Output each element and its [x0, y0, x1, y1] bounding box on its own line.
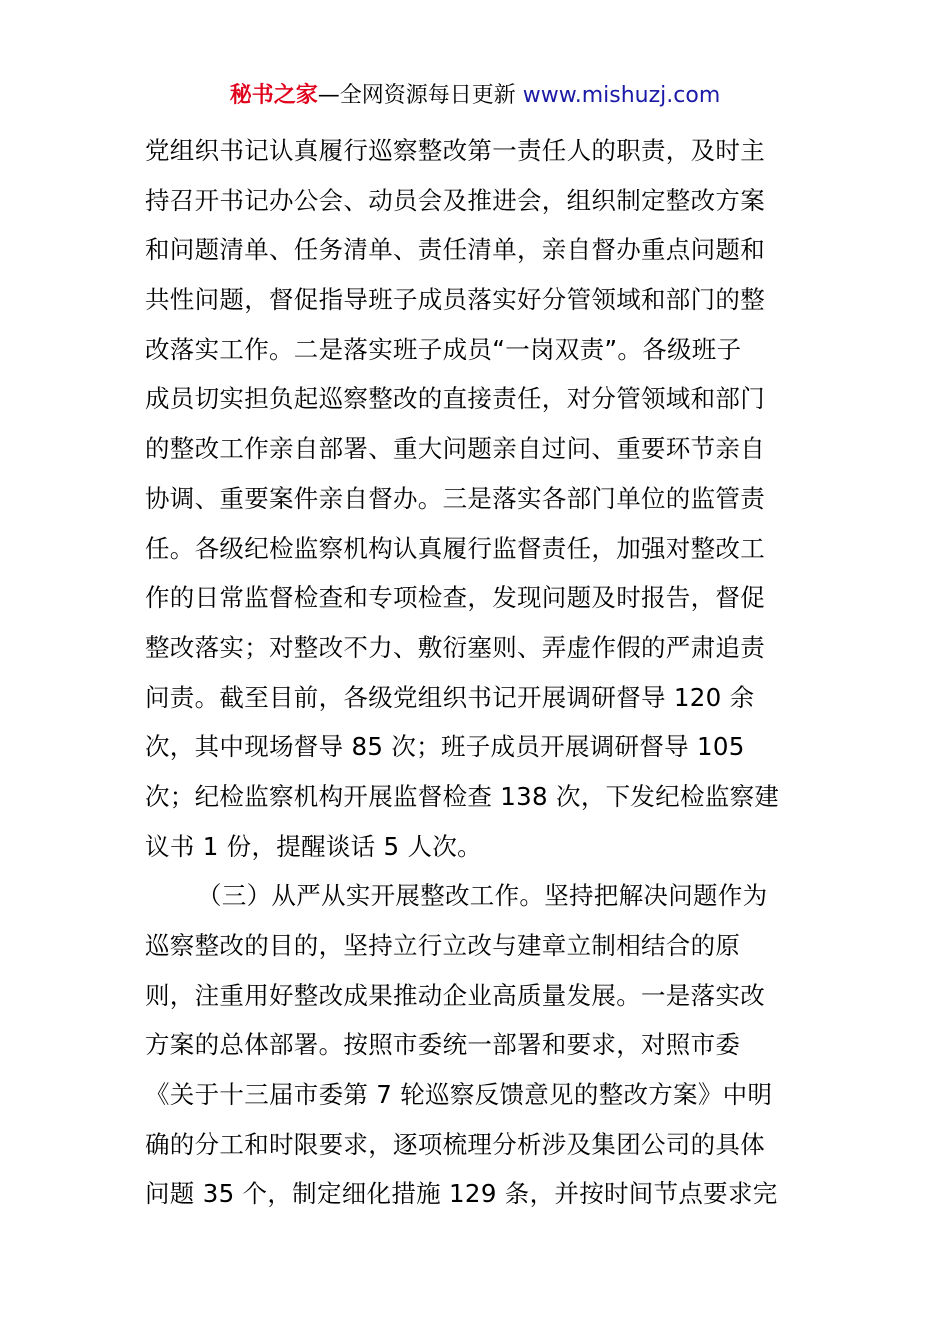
site-brand: 秘书之家 [229, 83, 318, 108]
text-line: 次，其中现场督导 85 次；班子成员开展调研督导 105 [145, 732, 745, 762]
text-line: 次；纪检监察机构开展监督检查 138 次，下发纪检监察建 [145, 781, 780, 811]
section-heading-line: （三）从严从实开展整改工作。坚持把解决问题作为 [197, 881, 768, 911]
site-header [0, 80, 950, 112]
text-line: 《关于十三届市委第 7 轮巡察反馈意见的整改方案》中明 [145, 1080, 773, 1110]
document-body [145, 126, 815, 1219]
text-line: 整改落实；对整改不力、敷衍塞则、弄虚作假的严肃追责 [145, 632, 765, 662]
text-line: 方案的总体部署。按照市委统一部署和要求，对照市委 [145, 1030, 741, 1060]
text-line: 则，注重用好整改成果推动企业高质量发展。一是落实改 [145, 980, 765, 1010]
site-tagline: —全网资源每日更新 [317, 83, 523, 108]
text-line: 成员切实担负起巡察整改的直接责任，对分管领域和部门 [145, 384, 765, 414]
text-line: 和问题清单、任务清单、责任清单，亲自督办重点问题和 [145, 235, 765, 265]
text-line: 问责。截至目前，各级党组织书记开展调研督导 120 余 [145, 682, 755, 712]
text-line: 持召开书记办公会、动员会及推进会，组织制定整改方案 [145, 185, 765, 215]
text-line: 改落实工作。二是落实班子成员“一岗双责”。各级班子 [145, 334, 742, 364]
text-line: 巡察整改的目的，坚持立行立改与建章立制相结合的原 [145, 931, 741, 960]
site-url-link[interactable]: www.mishuzj.com [522, 83, 721, 108]
text-line: 协调、重要案件亲自督办。三是落实各部门单位的监管责 [145, 483, 765, 513]
text-line: 党组织书记认真履行巡察整改第一责任人的职责，及时主 [145, 136, 765, 165]
text-line: 任。各级纪检监察机构认真履行监督责任，加强对整改工 [145, 533, 765, 563]
text-line: 问题 35 个，制定细化措施 129 条，并按时间节点要求完 [145, 1179, 778, 1209]
text-line: 作的日常监督检查和专项检查，发现问题及时报告，督促 [145, 583, 765, 613]
text-line: 议书 1 份，提醒谈话 5 人次。 [145, 831, 482, 861]
text-line: 共性问题，督促指导班子成员落实好分管领域和部门的整 [145, 285, 765, 315]
text-line: 确的分工和时限要求，逐项梳理分析涉及集团公司的具体 [145, 1129, 765, 1159]
text-line: 的整改工作亲自部署、重大问题亲自过问、重要环节亲自 [145, 434, 765, 464]
